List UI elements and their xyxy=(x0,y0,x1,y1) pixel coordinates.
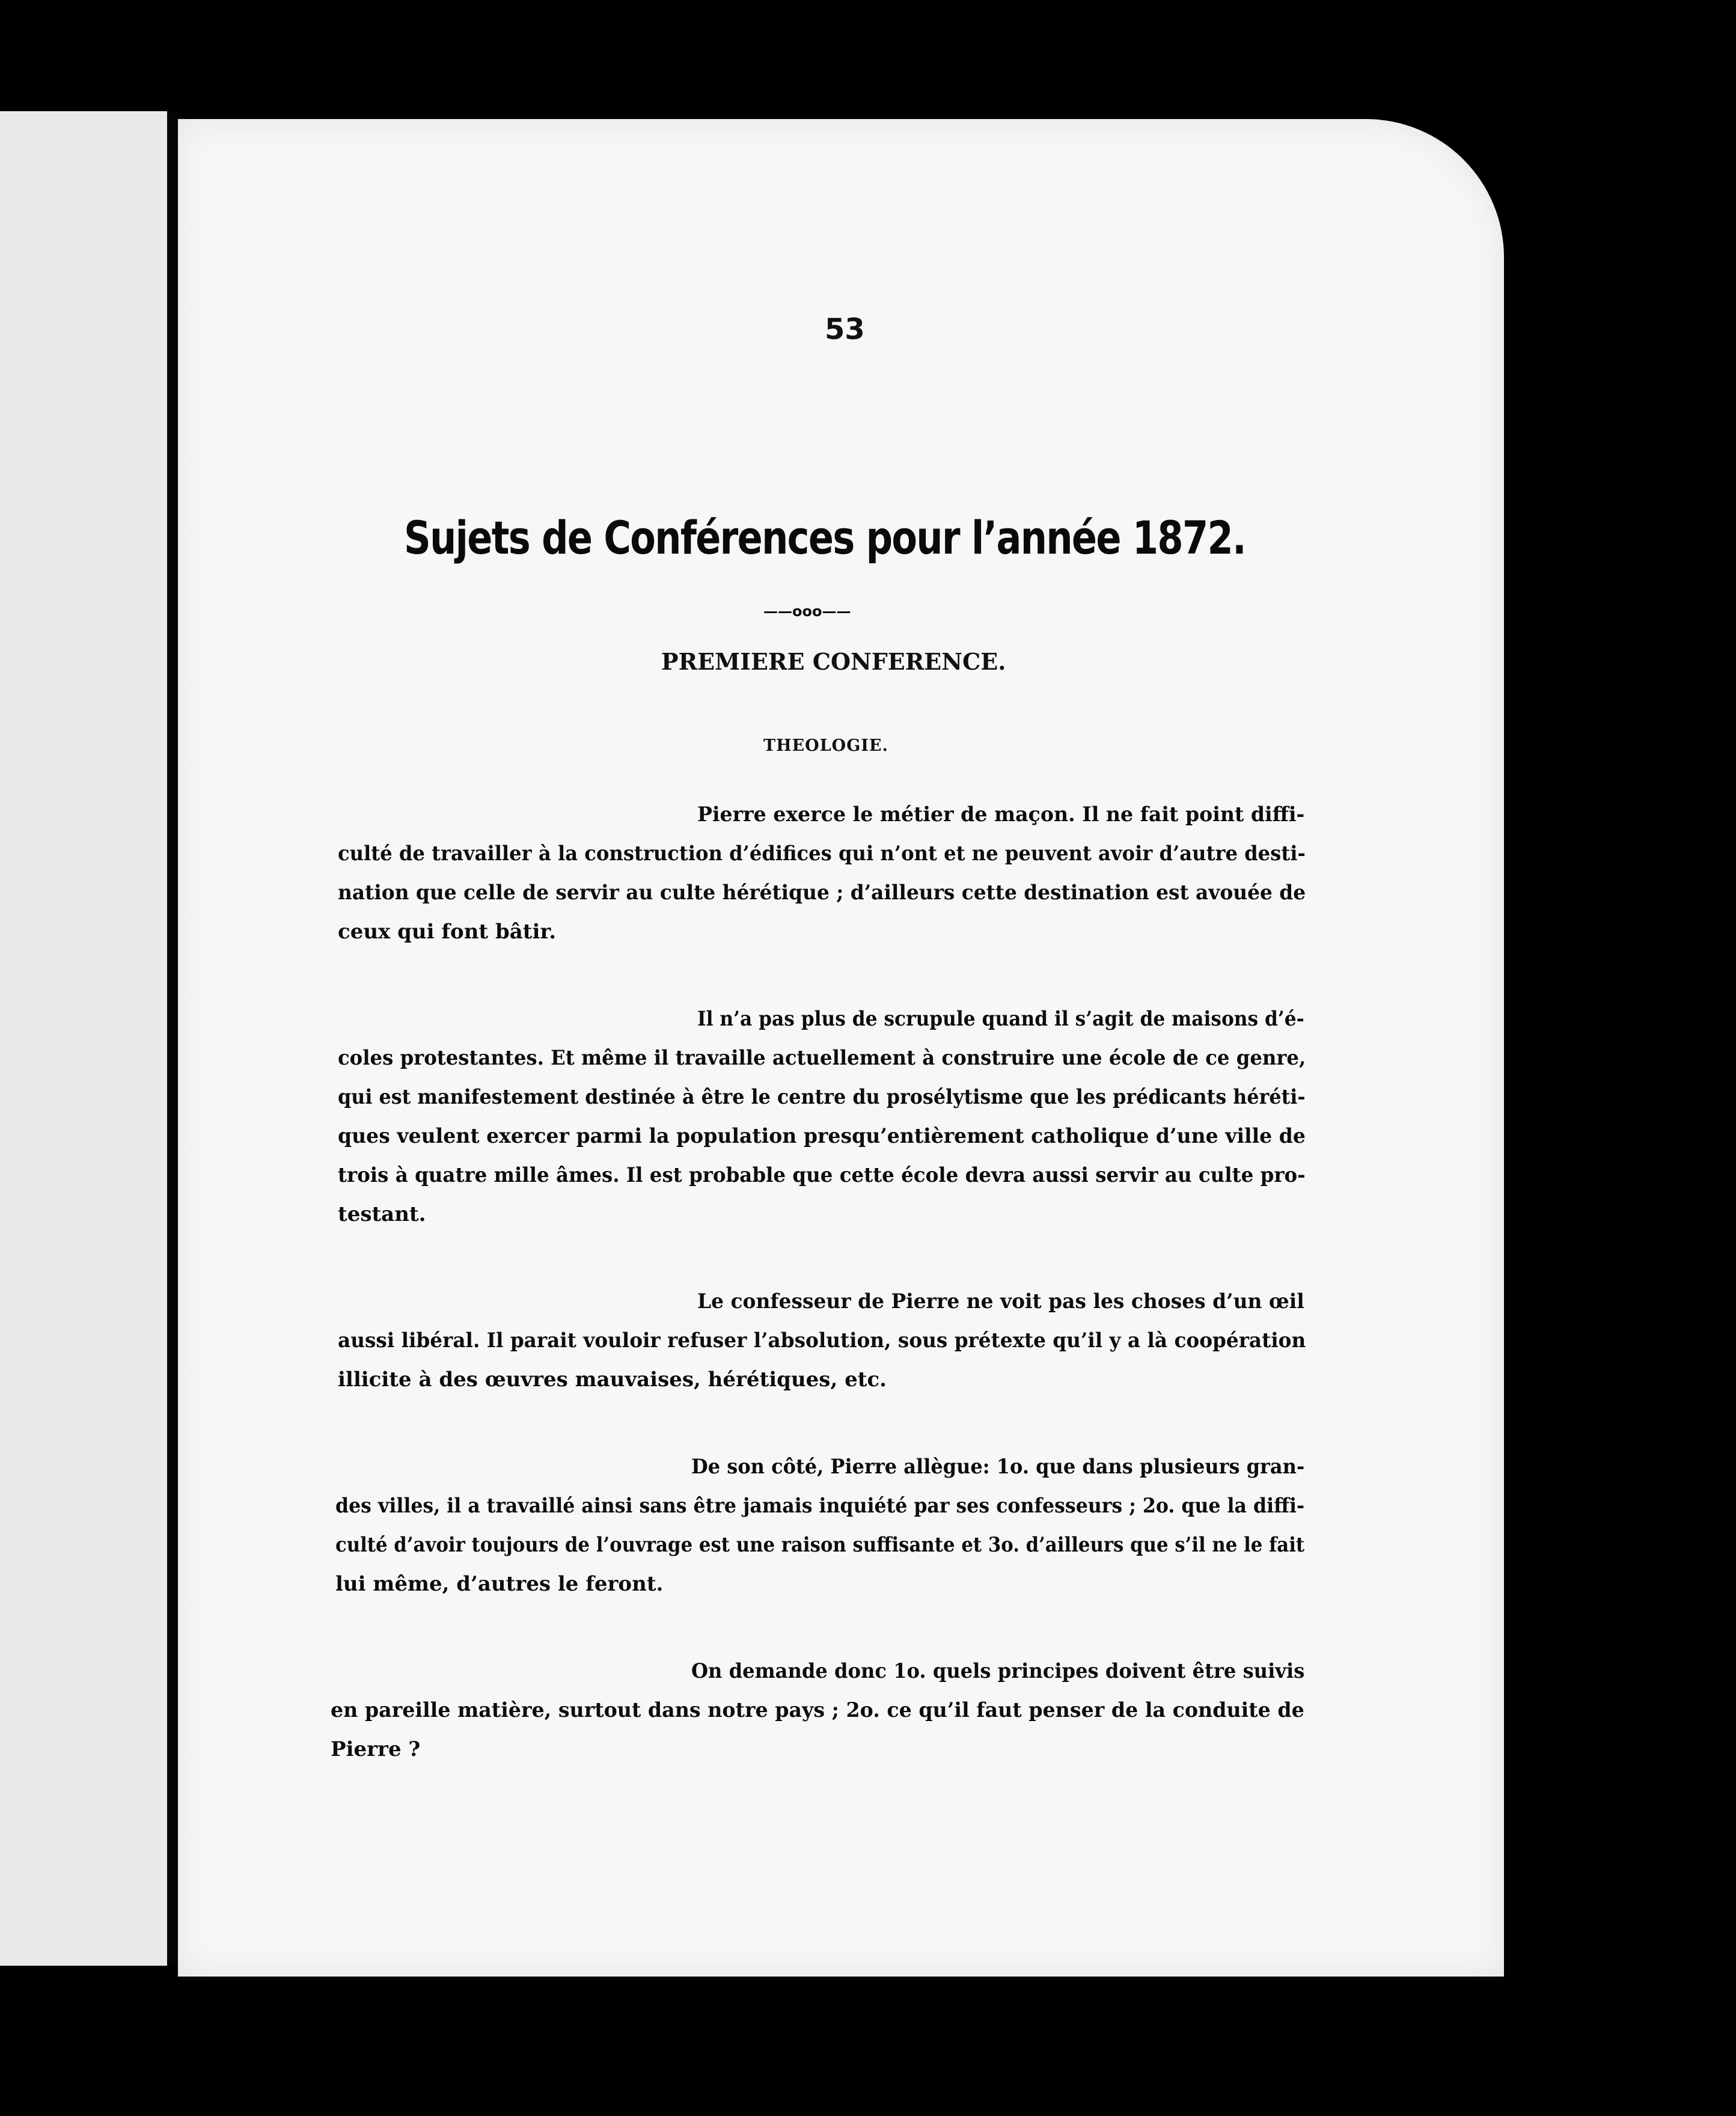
paragraph-1-line-1: Pierre exerce le métier de maçon. Il ne fait point diffi- xyxy=(697,803,1305,827)
page-number: 53 xyxy=(825,313,865,346)
paragraph-5-line-3: Pierre ? xyxy=(331,1737,421,1761)
paragraph-3-line-3: illicite à des œuvres mauvaises, hérétiques, etc. xyxy=(338,1368,887,1392)
paragraph-2-line-5: trois à quatre mille âmes. Il est probable que cette école devra aussi servir au culte pro- xyxy=(338,1163,1306,1187)
bleed-through-band xyxy=(337,460,1298,478)
paragraph-3-line-1: Le confesseur de Pierre ne voit pas les choses d’un œil xyxy=(697,1289,1304,1313)
paragraph-2-line-3: qui est manifestement destinée à être le centre du prosélytisme que les prédicants héréti- xyxy=(338,1085,1306,1109)
paragraph-1-line-2: culté de travailler à la construction d’édifices qui n’ont et ne peuvent avoir d’autre desti- xyxy=(338,842,1306,866)
paragraph-1-line-3: nation que celle de servir au culte hérétique ; d’ailleurs cette destination est avouée de xyxy=(338,881,1306,905)
left-page-edge xyxy=(0,111,167,1966)
paragraph-4-line-2: des villes, il a travaillé ainsi sans être jamais inquiété par ses confesseurs ; 2o. que la diffi- xyxy=(335,1494,1305,1518)
paragraph-2-line-6: testant. xyxy=(338,1202,426,1226)
book-gutter xyxy=(167,111,178,1966)
paragraph-2-line-2: coles protestantes. Et même il travaille actuellement à construire une école de ce genre, xyxy=(338,1046,1306,1070)
paragraph-5-line-2: en pareille matière, surtout dans notre pays ; 2o. ce qu’il faut penser de la conduite de xyxy=(331,1698,1304,1722)
section-heading: THEOLOGIE. xyxy=(763,736,888,755)
paragraph-3-line-2: aussi libéral. Il parait vouloir refuser l’absolution, sous prétexte qu’il y a là coopération xyxy=(338,1329,1306,1353)
page-title: Sujets de Conférences pour l’année 1872. xyxy=(404,511,1246,564)
paragraph-2-line-4: ques veulent exercer parmi la population presqu’entièrement catholique d’une ville de xyxy=(338,1124,1306,1148)
paragraph-1-line-4: ceux qui font bâtir. xyxy=(338,920,557,944)
paragraph-5-line-1: On demande donc 1o. quels principes doivent être suivis xyxy=(691,1659,1305,1683)
paragraph-2-line-1: Il n’a pas plus de scrupule quand il s’agit de maisons d’é- xyxy=(697,1007,1304,1031)
title-ornament: ——ooo—— xyxy=(763,603,851,620)
paragraph-4-line-4: lui même, d’autres le feront. xyxy=(335,1572,664,1596)
paragraph-4-line-3: culté d’avoir toujours de l’ouvrage est une raison suffisante et 3o. d’ailleurs que s’il ne le fait xyxy=(335,1533,1305,1557)
paragraph-4-line-1: De son côté, Pierre allègue: 1o. que dans plusieurs gran- xyxy=(691,1455,1305,1479)
conference-heading: PREMIERE CONFERENCE. xyxy=(661,648,1006,675)
